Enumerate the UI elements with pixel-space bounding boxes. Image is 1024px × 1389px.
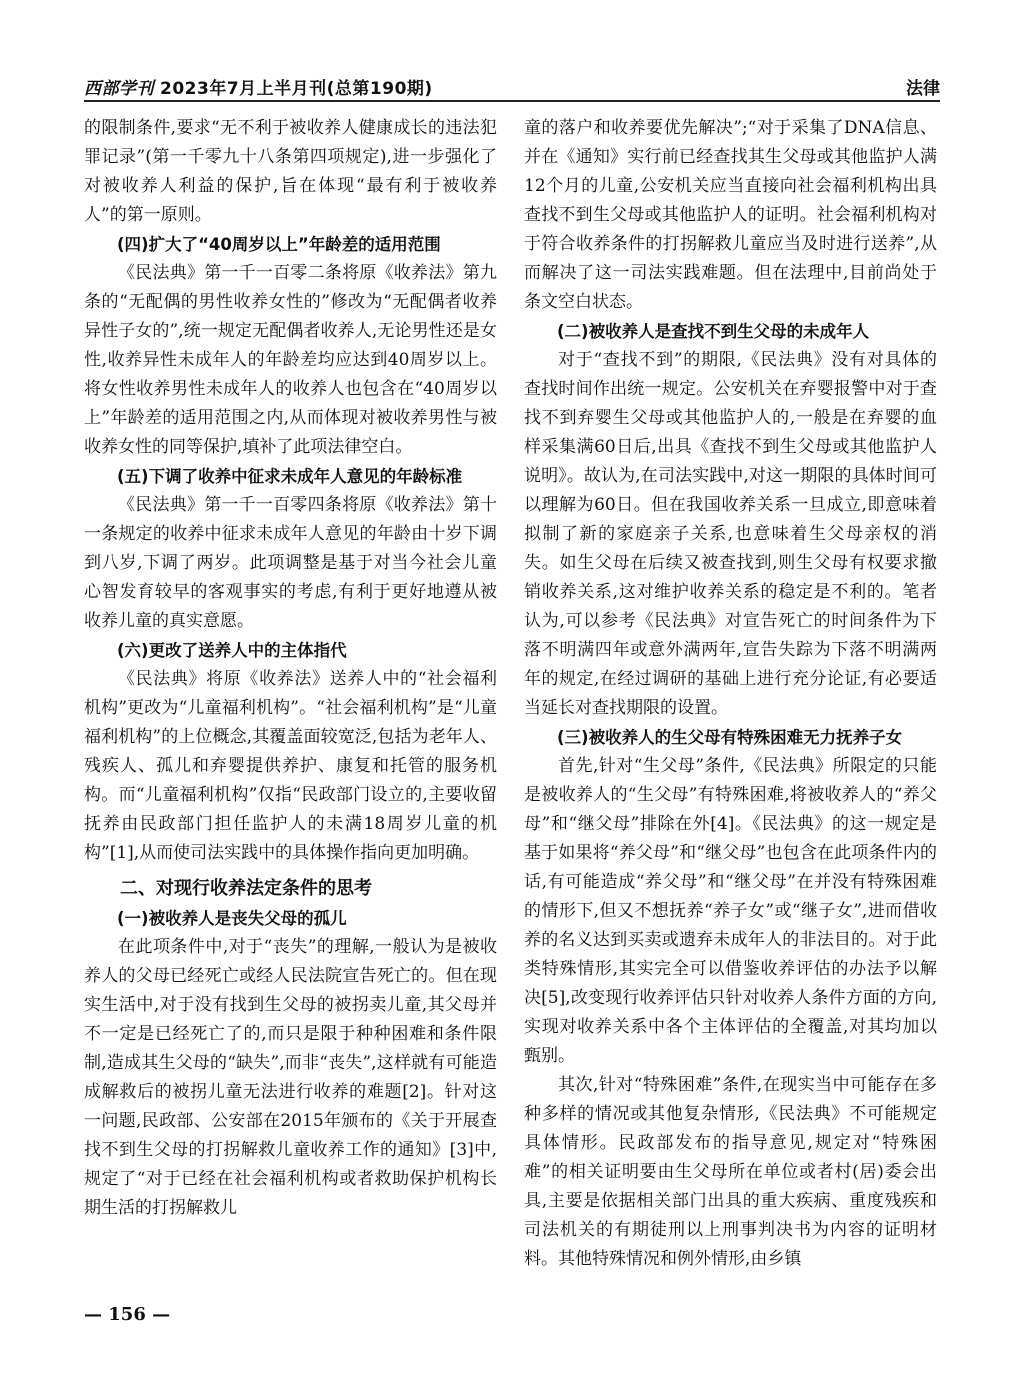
page-number: — 156 — [84, 1304, 171, 1325]
subsection-heading: (一)被收养人是丧失父母的孤儿 [117, 909, 347, 928]
paragraph: 的限制条件,要求“无不利于被收养人健康成长的违法犯罪记录”(第一千零九十八条第四项规定),进一步强化了对被收养人利益的保护,旨在体现“最有利于被收养人”的第一原则。 [84, 118, 497, 225]
paragraph: 《民法典》将原《收养法》送养人中的“社会福利机构”更改为“儿童福利机构”。“社会福利机构”是“儿童福利机构”的上位概念,其覆盖面较宽泛,包括为老年人、残疾人、孤儿和弃婴提供养护、康复和托管的服务机构。而“儿童福利机构”仅指“民政部门设立的,主要收留抚养由民政部门担任监护人的未满18周岁儿童的机构”[1],从而使司法实践中的具体操作指向更加明确。 [84, 669, 497, 863]
paragraph: 童的落户和收养要优先解决”;“对于采集了DNA信息、并在《通知》实行前已经查找其生父母或其他监护人满12个月的儿童,公安机关应当直接向社会福利机构出具查找不到生父母或其他监护人的证明。社会福利机构对于符合收养条件的打拐解救儿童应当及时进行送养”,从而解决了这一司法实践难题。但在法理中,目前尚处于条文空白状态。 [524, 118, 937, 312]
paragraph: 在此项条件中,对于“丧失”的理解,一般认为是被收养人的父母已经死亡或经人民法院宣告死亡的。但在现实生活中,对于没有找到生父母的被拐卖儿童,其父母并不一定是已经死亡了的,而只是限于种种困难和条件限制,造成其生父母的“缺失”,而非“丧失”,这样就有可能造成解救后的被拐儿童无法进行收养的难题[2]。针对这一问题,民政部、公安部在2015年颁布的《关于开展查找不到生父母的打拐解救儿童收养工作的通知》[3]中,规定了“对于已经在社会福利机构或者救助保护机构长期生活的打拐解救儿 [84, 937, 497, 1218]
subsection-heading: (三)被收养人的生父母有特殊困难无力抚养子女 [557, 728, 903, 747]
paragraph: 《民法典》第一千一百零二条将原《收养法》第九条的“无配偶的男性收养女性的”修改为“无配偶者收养异性子女的”,统一规定无配偶者收养人,无论男性还是女性,收养异性未成年人的年龄差均应达到40周岁以上。将女性收养男性未成年人的收养人也包含在“40周岁以上”年龄差的适用范围之内,从而体现对被收养男性与被收养女性的同等保护,填补了此项法律空白。 [84, 263, 497, 457]
subsection-heading: (二)被收养人是查找不到生父母的未成年人 [557, 322, 870, 341]
subsection-heading: (六)更改了送养人中的主体指代 [117, 641, 347, 660]
paragraph: 对于“查找不到”的期限,《民法典》没有对具体的查找时间作出统一规定。公安机关在弃婴报警中对于查找不到弃婴生父母或其他监护人的,一般是在弃婴的血样采集满60日后,出具《查找不到生父母或其他监护人说明》。故认为,在司法实践中,对这一期限的具体时间可以理解为60日。但在我国收养关系一旦成立,即意味着拟制了新的家庭亲子关系,也意味着生父母亲权的消失。如生父母在后续又被查找到,则生父母有权要求撤销收养关系,这对维护收养关系的稳定是不利的。笔者认为,可以参考《民法典》对宣告死亡的时间条件为下落不明满四年或意外满两年,宣告失踪为下落不明满两年的规定,在经过调研的基础上进行充分论证,有必要适当延长对查找期限的设置。 [524, 350, 937, 718]
subsection-heading: (五)下调了收养中征求未成年人意见的年龄标准 [117, 467, 463, 486]
paragraph: 其次,针对“特殊困难”条件,在现实当中可能存在多种多样的情况或其他复杂情形,《民法典》不可能规定具体情形。民政部发布的指导意见,规定对“特殊困难”的相关证明要由生父母所在单位或者村(居)委会出具,主要是依据相关部门出具的重大疾病、重度残疾和司法机关的有期徒刑以上刑事判决书为内容的证明材料。其他特殊情况和例外情形,由乡镇 [524, 1075, 937, 1269]
journal-title [84, 74, 433, 99]
paragraph: 首先,针对“生父母”条件,《民法典》所限定的只能是被收养人的“生父母”有特殊困难,将被收养人的“养父母”和“继父母”排除在外[4]。《民法典》的这一规定是基于如果将“养父母”和“继父母”也包含在此项条件内的话,有可能造成“养父母”和“继父母”在并没有特殊困难的情形下,但又不想抚养“养子女”或“继子女”,进而借收养的名义达到买卖或遗弃未成年人的非法目的。对于此类特殊情形,其实完全可以借鉴收养评估的办法予以解决[5],改变现行收养评估只针对收养人条件方面的方向,实现对收养关系中各个主体评估的全覆盖,对其均加以甄别。 [524, 756, 937, 1066]
journal-logo: 西部学刊 [84, 78, 154, 99]
right-column [524, 114, 937, 1314]
section-label: 法律 [906, 78, 940, 99]
running-header [84, 72, 940, 102]
journal-issue: 2023年7月上半月刊(总第190期) [160, 78, 433, 99]
section-heading: 二、对现行收养法定条件的思考 [120, 878, 372, 899]
left-column [84, 114, 497, 1314]
paragraph: 《民法典》第一千一百零四条将原《收养法》第十一条规定的收养中征求未成年人意见的年龄由十岁下调到八岁,下调了两岁。此项调整是基于对当今社会儿童心智发育较早的客观事实的考虑,有利于更好地遵从被收养儿童的真实意愿。 [84, 495, 497, 631]
subsection-heading: (四)扩大了“40周岁以上”年龄差的适用范围 [117, 235, 441, 254]
